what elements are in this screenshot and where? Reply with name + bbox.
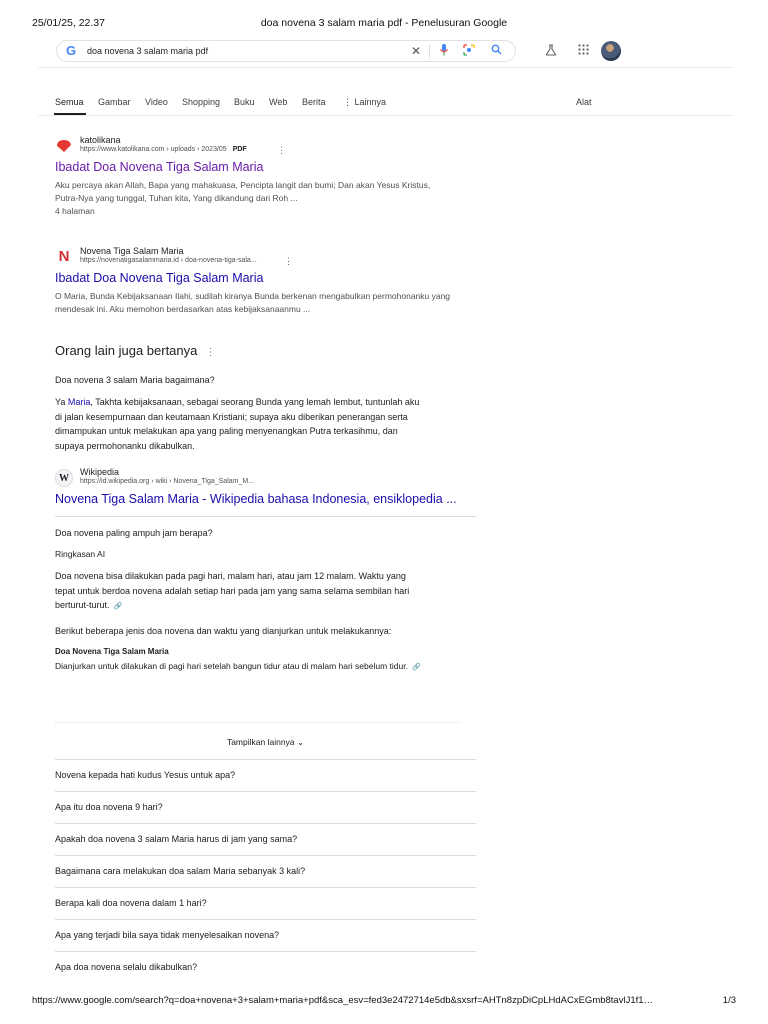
tab-web[interactable]: Web bbox=[269, 97, 288, 107]
paa-question[interactable]: Novena kepada hati kudus Yesus untuk apa? bbox=[55, 759, 476, 791]
result-url[interactable]: https://novenatigasalammaria.id › doa-novena-tiga-sala... bbox=[80, 257, 257, 264]
result-site-name[interactable]: Novena Tiga Salam Maria bbox=[80, 246, 184, 256]
result-snippet: Aku percaya akan Allah, Bapa yang mahakuasa, Pencipta langit dan bumi; Dan akan Yesus Kristus, Putra-Nya yang tunggal, Tuhan kita, Yang dikandung dari Roh ... 4 halaman bbox=[55, 179, 485, 218]
search-divider bbox=[429, 45, 430, 58]
search-bar[interactable] bbox=[56, 40, 516, 62]
pdf-badge: PDF bbox=[232, 146, 247, 153]
tools-button[interactable]: Alat bbox=[576, 97, 592, 107]
mic-icon[interactable] bbox=[437, 44, 451, 58]
answer-item-text: Dianjurkan untuk dilakukan di pagi hari setelah bangun tidur atau di malam hari sebelum tidur. 🔗 bbox=[55, 661, 421, 671]
result-snippet: O Maria, Bunda Kebijaksanaan Ilahi, sudilah kiranya Bunda berkenan mengabulkan permohonanku yang mendesak ini. Aku memohon berdasarkan atas kebijaksanaanmu ... bbox=[55, 291, 451, 314]
result-title-link[interactable]: Ibadat Doa Novena Tiga Salam Maria bbox=[55, 271, 264, 285]
wiki-source bbox=[55, 467, 485, 507]
show-more-button[interactable]: Tampilkan lainnya ⌄ bbox=[226, 737, 305, 747]
lens-icon[interactable] bbox=[462, 44, 476, 58]
apps-grid-icon[interactable] bbox=[576, 44, 590, 58]
ai-overview-label: Ringkasan AI bbox=[55, 549, 106, 559]
google-logo-icon[interactable]: G bbox=[66, 43, 77, 58]
avatar[interactable] bbox=[601, 41, 621, 61]
tabs-divider bbox=[38, 115, 732, 116]
paa-heading: Orang lain juga bertanya ⋮ bbox=[55, 343, 216, 358]
search-result bbox=[55, 246, 485, 321]
katolikana-favicon-icon bbox=[55, 137, 73, 155]
print-footer bbox=[32, 995, 736, 1009]
more-options-icon[interactable]: ⋮ bbox=[284, 256, 293, 266]
tab-buku[interactable]: Buku bbox=[234, 97, 255, 107]
paa-question[interactable]: Apa yang terjadi bila saya tidak menyelesaikan novena? bbox=[55, 919, 476, 951]
source-site-name[interactable]: Wikipedia bbox=[80, 467, 120, 477]
link-icon[interactable]: 🔗 bbox=[411, 664, 421, 671]
wikipedia-favicon-icon: W bbox=[55, 469, 73, 487]
paa-answer: Ya Maria, Takhta kebijaksanaan, sebagai seorang Bunda yang lemah lembut, tuntunlah aku di jalan kesempurnaan dan keutamaan Kristiani; supaya aku diberikan penerangan serta dimampukan untuk melakukan apa yang paling menyenangkan Putra terkasihmu, dan supaya permohonanku dikabulkan. bbox=[55, 397, 420, 451]
link-icon[interactable]: 🔗 bbox=[113, 603, 123, 610]
print-date: 25/01/25, 22.37 bbox=[32, 17, 105, 29]
search-icon[interactable] bbox=[489, 44, 503, 58]
faded-content bbox=[55, 722, 460, 726]
tab-shopping[interactable]: Shopping bbox=[182, 97, 221, 107]
tab-berita[interactable]: Berita bbox=[302, 97, 326, 107]
paa-question[interactable]: Apa doa novena selalu dikabulkan? bbox=[55, 951, 476, 983]
tab-gambar[interactable]: Gambar bbox=[98, 97, 131, 107]
print-title: doa novena 3 salam maria pdf - Penelusuran Google bbox=[260, 17, 508, 29]
header-divider bbox=[38, 67, 732, 68]
paa-question[interactable]: Apa itu doa novena 9 hari? bbox=[55, 791, 476, 823]
answer-item-title: Doa Novena Tiga Salam Maria bbox=[55, 647, 169, 656]
paa-question[interactable]: Berapa kali doa novena dalam 1 hari? bbox=[55, 887, 476, 919]
paa-answer: Doa novena bisa dilakukan pada pagi hari, malam hari, atau jam 12 malam. Waktu yang tepat untuk berdoa novena adalah setiap hari pada jam yang sama selama sembilan hari berturut-turut. 🔗 bbox=[55, 571, 410, 610]
page-count: 4 halaman bbox=[55, 206, 95, 216]
tab-semua[interactable]: Semua bbox=[55, 97, 84, 107]
paa-question[interactable]: Doa novena paling ampuh jam berapa? bbox=[55, 528, 213, 538]
divider bbox=[55, 516, 476, 517]
chevron-down-icon: ⌄ bbox=[296, 737, 305, 747]
tab-lainnya[interactable]: ⋮ Lainnya bbox=[343, 97, 387, 107]
tab-video[interactable]: Video bbox=[145, 97, 168, 107]
paa-question[interactable]: Apakah doa novena 3 salam Maria harus di jam yang sama? bbox=[55, 823, 476, 855]
print-page-number: 1/3 bbox=[722, 995, 736, 1006]
search-result bbox=[55, 135, 485, 225]
source-url[interactable]: https://id.wikipedia.org › wiki › Novena_Tiga_Salam_M... bbox=[80, 478, 255, 485]
paa-question[interactable]: Doa novena 3 salam Maria bagaimana? bbox=[55, 375, 215, 385]
result-site-name[interactable]: katolikana bbox=[80, 135, 121, 145]
close-icon[interactable]: ✕ bbox=[410, 44, 422, 58]
result-url[interactable]: https://www.katolikana.com › uploads › 2023/05 PDF bbox=[80, 146, 247, 153]
novena-favicon-icon: N bbox=[55, 248, 73, 266]
paa-question[interactable]: Bagaimana cara melakukan doa salam Maria sebanyak 3 kali? bbox=[55, 855, 476, 887]
labs-flask-icon[interactable] bbox=[544, 44, 558, 58]
answer-intro: Berikut beberapa jenis doa novena dan waktu yang dianjurkan untuk melakukannya: bbox=[55, 626, 392, 636]
result-title-link[interactable]: Ibadat Doa Novena Tiga Salam Maria bbox=[55, 160, 264, 174]
print-url: https://www.google.com/search?q=doa+novena+3+salam+maria+pdf&sca_esv=fed3e2472714e5db&sxsrf=AHTn8zpDiCpLHdACxEGmb8tavlJ1f1… bbox=[32, 995, 654, 1006]
more-options-icon[interactable]: ⋮ bbox=[205, 347, 216, 358]
more-options-icon[interactable]: ⋮ bbox=[277, 145, 286, 155]
source-title-link[interactable]: Novena Tiga Salam Maria - Wikipedia bahasa Indonesia, ensiklopedia ... bbox=[55, 492, 457, 506]
search-input[interactable]: doa novena 3 salam maria pdf bbox=[87, 46, 209, 56]
print-header bbox=[32, 17, 736, 31]
